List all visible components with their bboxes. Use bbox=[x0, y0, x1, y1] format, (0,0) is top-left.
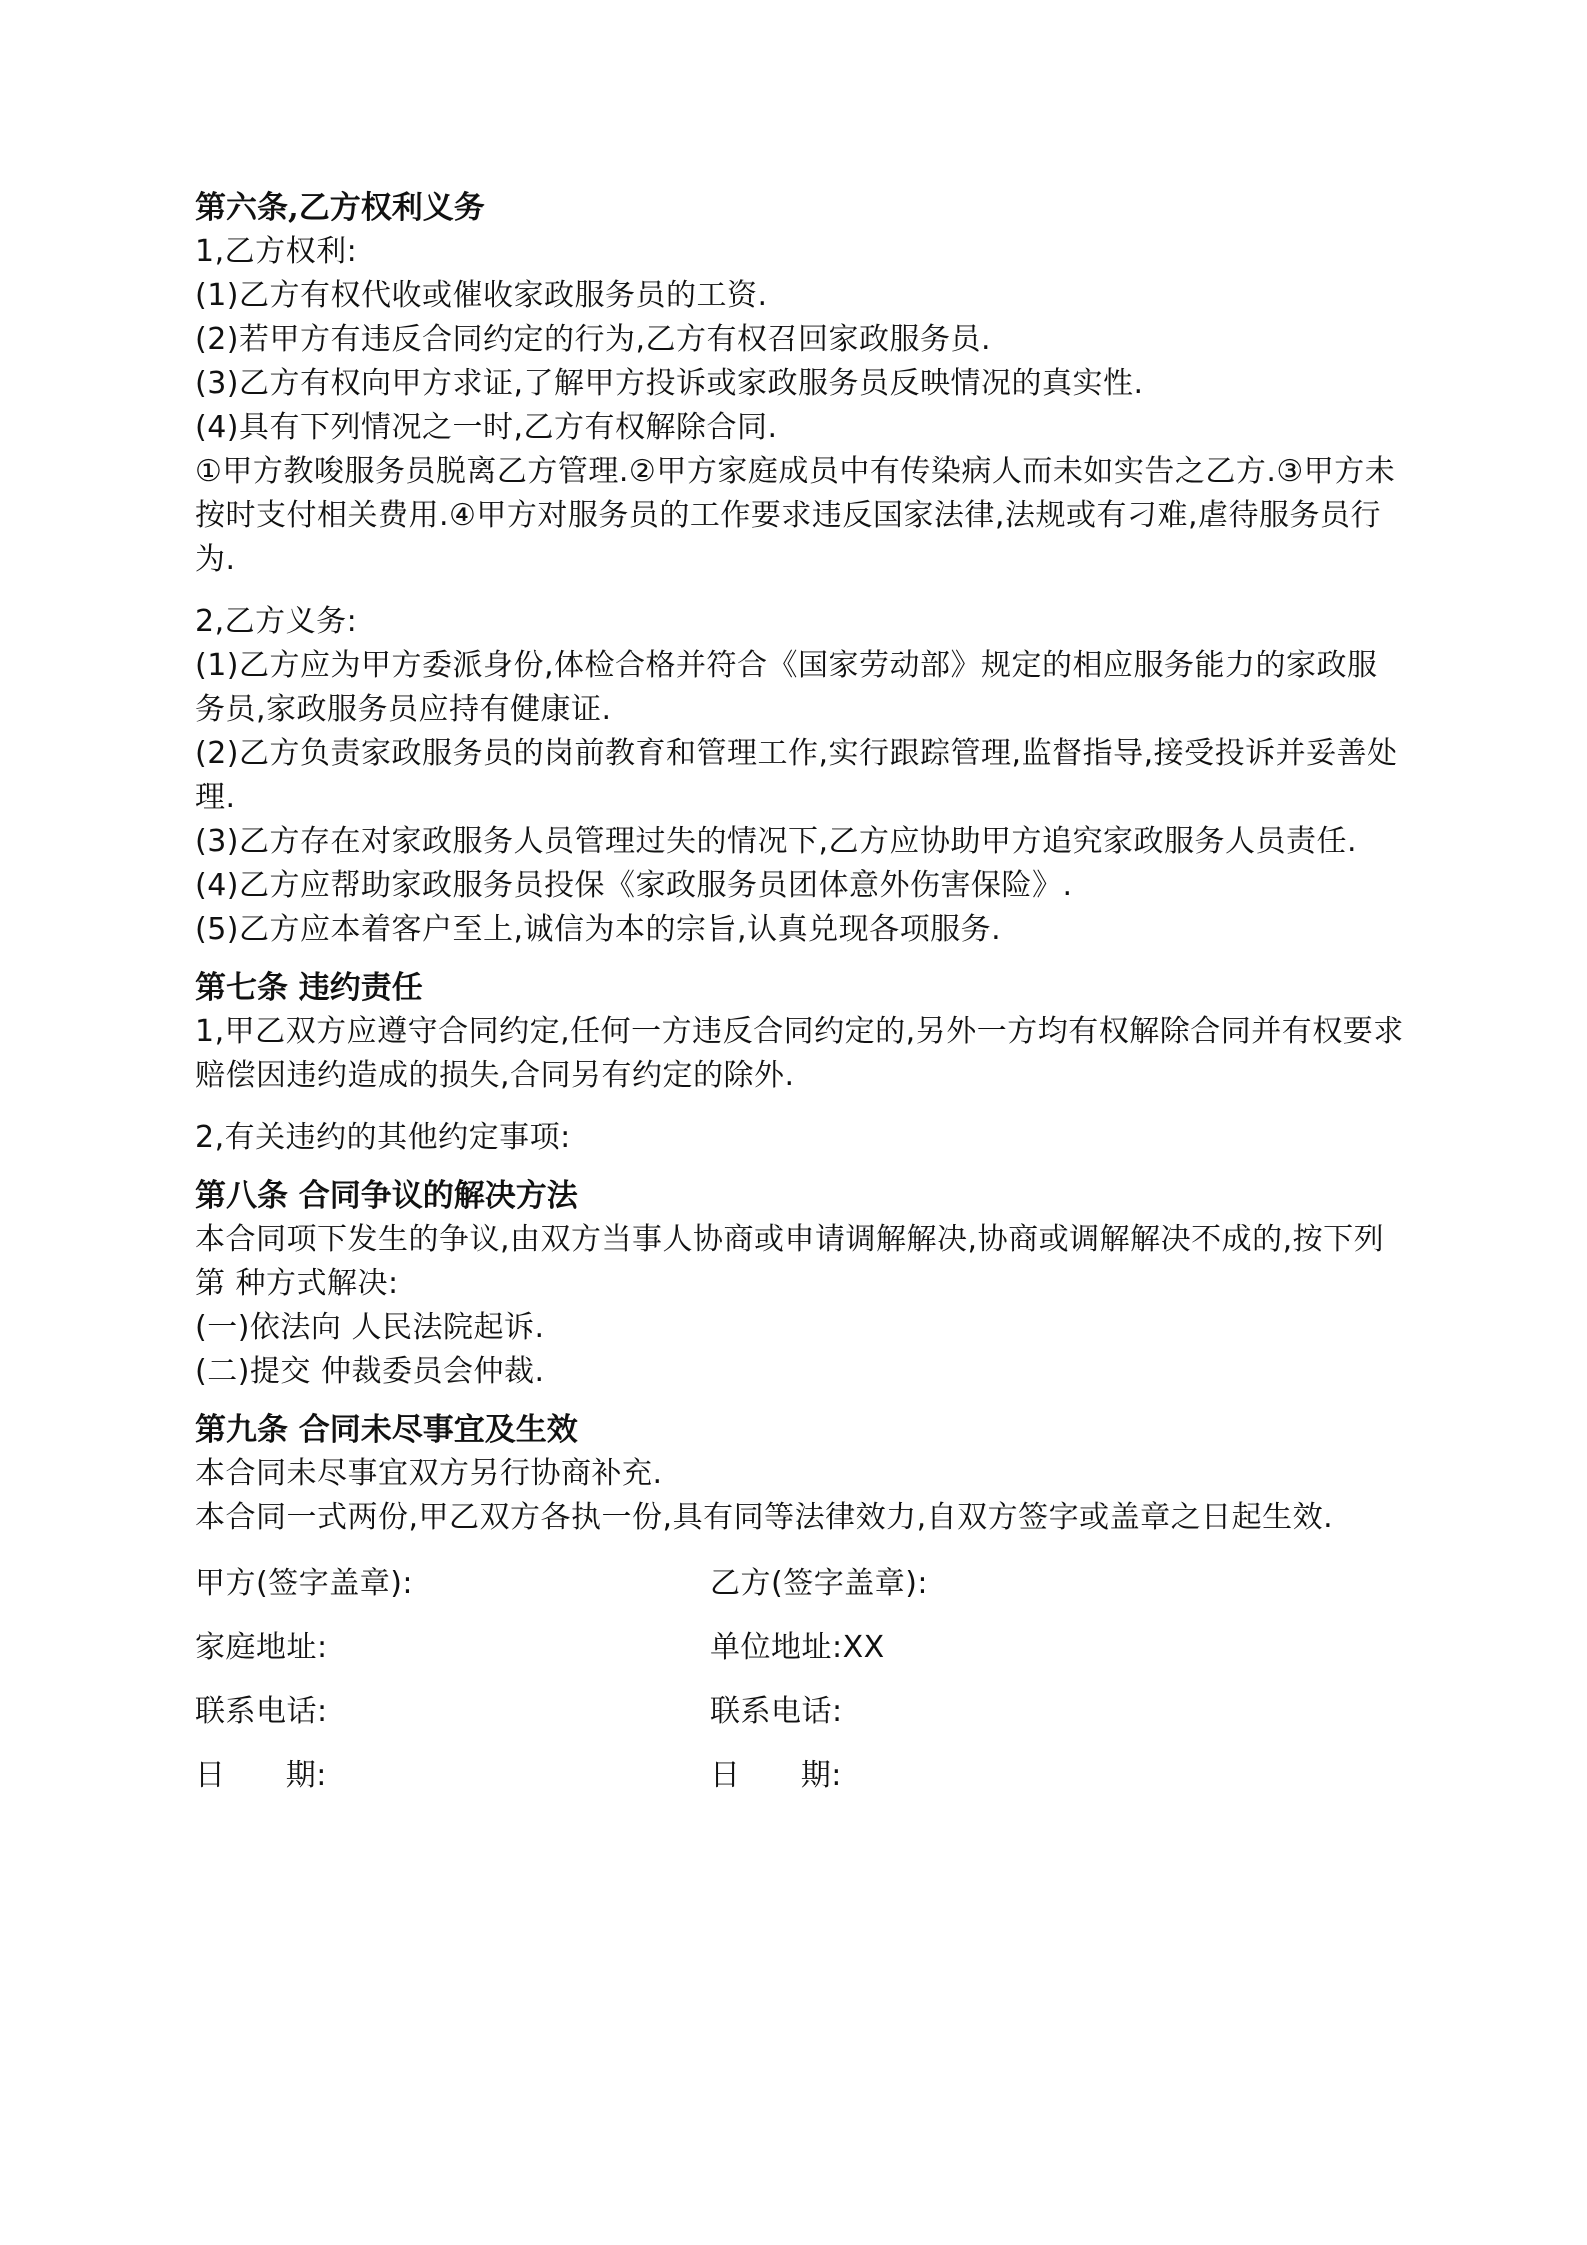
address-row bbox=[195, 1612, 1405, 1676]
art6-duties-item-2: (2)乙方负责家政服务员的岗前教育和管理工作,实行跟踪管理,监督指导,接受投诉并妥善处理. bbox=[195, 736, 1398, 815]
party-a-phone-label: 联系电话: bbox=[195, 1694, 328, 1729]
spacer bbox=[195, 1098, 1405, 1116]
party-b-date-label: 日 期: bbox=[710, 1758, 842, 1793]
art6-rights-item-1: (1)乙方有权代收或催收家政服务员的工资. bbox=[195, 278, 768, 313]
signature-row bbox=[195, 1548, 1405, 1612]
spacer bbox=[195, 1160, 1405, 1174]
signature-block bbox=[195, 1548, 1405, 1804]
party-b-phone-label: 联系电话: bbox=[710, 1694, 843, 1729]
contract-body bbox=[195, 186, 1405, 1540]
spacer bbox=[195, 952, 1405, 966]
art6-duties-item-1: (1)乙方应为甲方委派身份,体检合格并符合《国家劳动部》规定的相应服务能力的家政服务员,家政服务员应持有健康证. bbox=[195, 648, 1378, 727]
art7-item-2: 2,有关违约的其他约定事项: bbox=[195, 1120, 571, 1155]
art8-item-2: (一)依法向 人民法院起诉. bbox=[195, 1310, 545, 1345]
art6-rights-item-3: (3)乙方有权向甲方求证,了解甲方投诉或家政服务员反映情况的真实性. bbox=[195, 366, 1144, 401]
art9-item-2: 本合同一式两份,甲乙双方各执一份,具有同等法律效力,自双方签字或盖章之日起生效. bbox=[195, 1500, 1334, 1535]
art6-rights-title: 1,乙方权利: bbox=[195, 234, 358, 269]
art6-rights-item-2: (2)若甲方有违反合同约定的行为,乙方有权召回家政服务员. bbox=[195, 322, 992, 357]
spacer bbox=[195, 1394, 1405, 1408]
article-9-title: 第九条 合同未尽事宜及生效 bbox=[195, 1412, 578, 1448]
art6-duties-title: 2,乙方义务: bbox=[195, 604, 358, 639]
art8-item-3: (二)提交 仲裁委员会仲裁. bbox=[195, 1354, 545, 1389]
phone-row bbox=[195, 1676, 1405, 1740]
party-a-sign-label: 甲方(签字盖章): bbox=[195, 1566, 414, 1601]
article-8-title: 第八条 合同争议的解决方法 bbox=[195, 1178, 578, 1214]
date-row bbox=[195, 1740, 1405, 1804]
art6-duties-item-3: (3)乙方存在对家政服务人员管理过失的情况下,乙方应协助甲方追究家政服务人员责任. bbox=[195, 824, 1358, 859]
party-b-address-label: 单位地址:XX bbox=[710, 1630, 885, 1665]
article-6-title: 第六条,乙方权利义务 bbox=[195, 190, 485, 226]
party-b-sign-label: 乙方(签字盖章): bbox=[710, 1566, 929, 1601]
article-7-title: 第七条 违约责任 bbox=[195, 970, 423, 1006]
art6-duties-item-4: (4)乙方应帮助家政服务员投保《家政服务员团体意外伤害保险》. bbox=[195, 868, 1073, 903]
art6-rights-item-5: ①甲方教唆服务员脱离乙方管理.②甲方家庭成员中有传染病人而未如实告之乙方.③甲方未按时支付相关费用.④甲方对服务员的工作要求违反国家法律,法规或有刁难,虐待服务员行为. bbox=[195, 454, 1396, 577]
art6-duties-item-5: (5)乙方应本着客户至上,诚信为本的宗旨,认真兑现各项服务. bbox=[195, 912, 1002, 947]
spacer bbox=[195, 582, 1405, 600]
party-a-address-label: 家庭地址: bbox=[195, 1630, 328, 1665]
party-a-date-label: 日 期: bbox=[195, 1758, 327, 1793]
art9-item-1: 本合同未尽事宜双方另行协商补充. bbox=[195, 1456, 663, 1491]
art6-rights-item-4: (4)具有下列情况之一时,乙方有权解除合同. bbox=[195, 410, 778, 445]
art7-item-1: 1,甲乙双方应遵守合同约定,任何一方违反合同约定的,另外一方均有权解除合同并有权要求赔偿因违约造成的损失,合同另有约定的除外. bbox=[195, 1014, 1404, 1093]
art8-item-1: 本合同项下发生的争议,由双方当事人协商或申请调解解决,协商或调解解决不成的,按下列第 种方式解决: bbox=[195, 1222, 1385, 1301]
